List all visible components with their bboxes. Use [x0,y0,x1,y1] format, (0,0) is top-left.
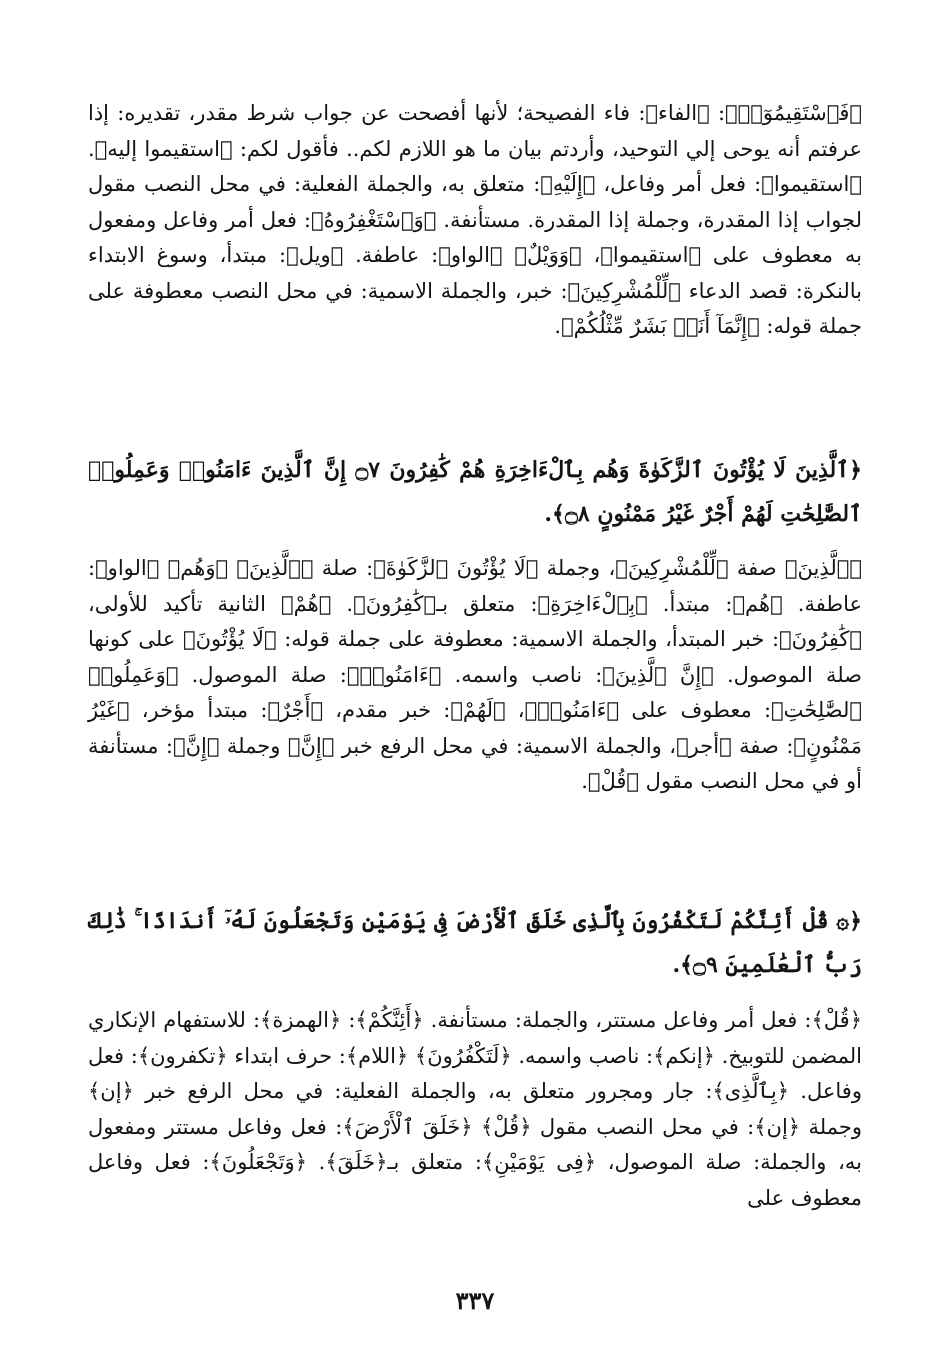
quran-verse-9: ﴿۞ قُلْ أَئِنَّكُمْ لَتَكْفُرُونَ بِٱلَّذِى خَلَقَ ٱلْأَرْضَ فِى يَوْمَيْنِ وَتَجْعَلُونَ لَهُۥٓ أَندَادًا ۚ ذَٰلِكَ رَبُّ ٱلْعَٰلَمِينَ ۝٩﴾. [88,908,862,978]
commentary-paragraph-2: ﴿ٱلَّذِينَ﴾ صفة ﴿لِّلْمُشْرِكِينَ﴾، وجملة ﴿لَا يُؤْتُونَ ٱلزَّكَوٰةَ﴾: صلة ﴿ٱلَّذِينَ﴾ ﴿وَهُم﴾ ﴿الواو﴾: عاطفة. ﴿هُم﴾: مبتدأ. ﴿بِٱلْءَاخِرَةِ﴾: متعلق بـ﴿كَٰفِرُونَ﴾. ﴿هُمْ﴾ الثانية تأكيد للأولى، ﴿كَٰفِرُونَ﴾: خبر المبتدأ، والجملة الاسمية: معطوفة على جملة قوله: ﴿لَا يُؤْتُونَ﴾ على كونها صلة الموصول. ﴿إِنَّ ٱلَّذِينَ﴾: ناصب واسمه. ﴿ءَامَنُوا۟﴾: صلة الموصول. ﴿وَعَمِلُوا۟ ٱلصَّٰلِحَٰتِ﴾: معطوف على ﴿ءَامَنُوا۟﴾، ﴿لَهُمْ﴾: خبر مقدم، ﴿أَجْرٌ﴾: مبتدأ مؤخر، ﴿غَيْرُ مَمْنُونٍ﴾: صفة ﴿أجر﴾، والجملة الاسمية: في محل الرفع خبر ﴿إِنَّ﴾ وجملة ﴿إِنَّ﴾: مستأنفة أو في محل النصب مقول ﴿قُلْ﴾. [88,556,862,793]
commentary-paragraph-3: ﴿قُلْ﴾: فعل أمر وفاعل مستتر، والجملة: مستأنفة. ﴿أَئِنَّكُمْ﴾: ﴿الهمزة﴾: للاستفهام الإنكاري المضمن للتوبيخ. ﴿إنكم﴾: ناصب واسمه. ﴿لَتَكْفُرُونَ﴾ ﴿اللام﴾: حرف ابتداء ﴿تكفرون﴾: فعل وفاعل. ﴿بِٱلَّذِى﴾: جار ومجرور متعلق به، والجملة الفعلية: في محل الرفع خبر ﴿إن﴾ وجملة ﴿إن﴾: في محل النصب مقول ﴿قُلْ﴾ ﴿خَلَقَ ٱلْأَرْضَ﴾: فعل وفاعل مستتر ومفعول به، والجملة: صلة الموصول، ﴿فِى يَوْمَيْنِ﴾: متعلق بـ﴿خَلَقَ﴾. ﴿وَتَجْعَلُونَ﴾: فعل وفاعل معطوف على [88,1008,862,1210]
quran-verse-7-8: ﴿ٱلَّذِينَ لَا يُؤْتُونَ ٱلزَّكَوٰةَ وَهُم بِٱلْءَاخِرَةِ هُمْ كَٰفِرُونَ ۝٧ إِنَّ ٱلَّذِينَ ءَامَنُوا۟ وَعَمِلُوا۟ ٱلصَّٰلِحَٰتِ لَهُمْ أَجْرٌ غَيْرُ مَمْنُونٍ ۝٨﴾. [88,457,862,527]
commentary-paragraph-1: ﴿فَٱسْتَقِيمُوٓا۟﴾: ﴿الفاء﴾: فاء الفصيحة؛ لأنها أفصحت عن جواب شرط مقدر، تقديره: إذا عرفتم أنه يوحى إلي التوحيد، وأردتم بيان ما هو اللازم لكم.. فأقول لكم: ﴿استقيموا إليه﴾. ﴿استقيموا﴾: فعل أمر وفاعل، ﴿إِلَيْهِ﴾: متعلق به، والجملة الفعلية: في محل النصب مقول لجواب إذا المقدرة، وجملة إذا المقدرة. مستأنفة. ﴿وَٱسْتَغْفِرُوهُ﴾: فعل أمر وفاعل ومفعول به معطوف على ﴿استقيموا﴾، ﴿وَوَيْلٌ﴾ ﴿الواو﴾: عاطفة. ﴿ويل﴾: مبتدأ، وسوغ الابتداء بالنكرة: قصد الدعاء ﴿لِّلْمُشْرِكِينَ﴾: خبر، والجملة الاسمية: في محل النصب معطوفة على جملة قوله: ﴿إِنَّمَآ أَنَا۠ بَشَرٌ مِّثْلُكُمْ﴾. [88,101,862,338]
book-page [88,96,862,1324]
page-number: ٣٣٧ [455,1286,495,1315]
